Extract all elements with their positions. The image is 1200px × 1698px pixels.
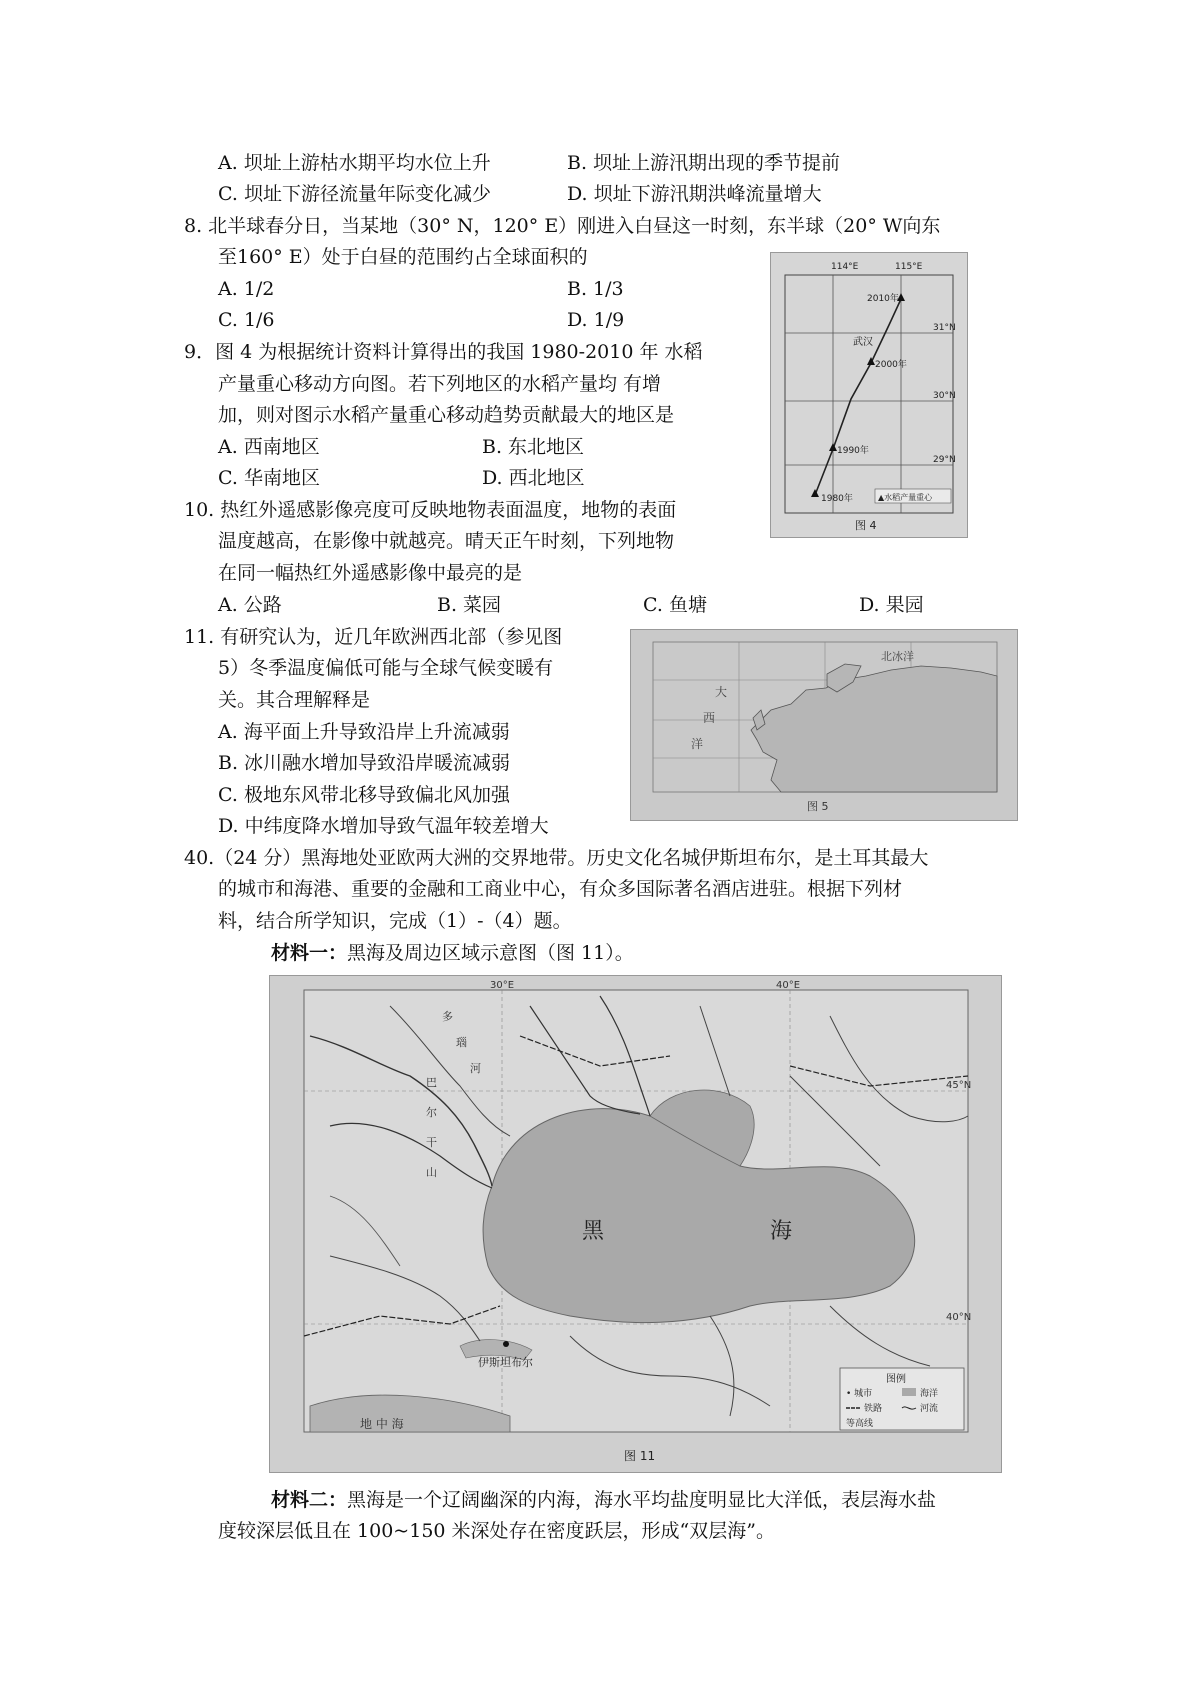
fig11-lat45-label: 45°N — [946, 1080, 972, 1091]
fig11-sea-label-2: 海 — [770, 1219, 793, 1244]
fig11-mtn-4: 山 — [426, 1166, 437, 1179]
fig5-arctic-label: 北冰洋 — [881, 650, 914, 663]
q40-stem-line3: 料，结合所学知识，完成（1）-（4）题。 — [218, 910, 572, 932]
q7-option-c: C. 坝址下游径流量年际变化减少 — [218, 183, 491, 205]
fig4-caption: 图 4 — [855, 519, 877, 532]
material-2-label: 材料二： — [271, 1489, 348, 1511]
material-1-label: 材料一： — [271, 942, 348, 964]
fig11-legend-sea: 海洋 — [920, 1389, 939, 1399]
q9-option-d: D. 西北地区 — [482, 467, 585, 489]
fig11-lon30-label: 30°E — [490, 980, 515, 991]
q10-option-d: D. 果园 — [859, 594, 924, 616]
q10-stem-line1: 10. 热红外遥感影像亮度可反映地物表面温度，地物的表面 — [184, 499, 677, 521]
q7-option-b: B. 坝址上游汛期出现的季节提前 — [567, 152, 841, 174]
fig11-mtn-3: 干 — [426, 1136, 437, 1149]
q7-option-a: A. 坝址上游枯水期平均水位上升 — [218, 152, 491, 174]
fig11-legend-river: 河流 — [920, 1404, 939, 1414]
material-1-text: 黑海及周边区域示意图（图 11）。 — [347, 942, 634, 964]
q10-stem-line2: 温度越高，在影像中就越亮。晴天正午时刻，下列地物 — [218, 530, 675, 552]
fig11-river-1: 多 — [442, 1010, 453, 1023]
fig11-lat40-label: 40°N — [946, 1312, 972, 1323]
figure-5-europe-map — [630, 629, 1018, 821]
fig11-mtn-2: 尔 — [426, 1106, 437, 1119]
q9-option-a: A. 西南地区 — [218, 436, 320, 458]
fig4-lat29-label: 29°N — [933, 455, 956, 465]
fig11-caption: 图 11 — [624, 1449, 656, 1463]
q10-option-b: B. 菜园 — [437, 594, 502, 616]
q9-stem-line1: 9．图 4 为根据统计资料计算得出的我国 1980-2010 年 水稻 — [184, 341, 703, 363]
q10-stem-line3: 在同一幅热红外遥感影像中最亮的是 — [218, 562, 523, 584]
fig11-river-2: 瑙 — [456, 1036, 467, 1049]
fig11-mtn-1: 巴 — [426, 1076, 437, 1089]
fig4-legend: ▲水稻产量重心 — [878, 493, 933, 502]
fig11-legend-rail: 铁路 — [864, 1404, 883, 1414]
fig11-legend-city: • 城市 — [846, 1389, 873, 1399]
q11-stem-line1: 11. 有研究认为，近几年欧洲西北部（参见图 — [184, 626, 563, 648]
q7-option-d: D. 坝址下游汛期洪峰流量增大 — [567, 183, 822, 205]
fig5-caption: 图 5 — [807, 800, 829, 813]
fig4-year-1990: 1990年 — [837, 446, 869, 456]
q9-option-b: B. 东北地区 — [482, 436, 585, 458]
fig4-lat30-label: 30°N — [933, 391, 956, 401]
fig4-lat31-label: 31°N — [933, 323, 956, 333]
q8-option-c: C. 1/6 — [218, 309, 275, 331]
q8-stem-line1: 8. 北半球春分日，当某地（30° N，120° E）刚进入白昼这一时刻，东半球（20° W向东 — [184, 215, 941, 237]
fig11-river-3: 河 — [470, 1062, 481, 1075]
fig11-lon40-label: 40°E — [776, 980, 801, 991]
material-2-line2: 度较深层低且在 100~150 米深处存在密度跃层，形成“双层海”。 — [218, 1520, 775, 1542]
fig11-sea-label-1: 黑 — [582, 1219, 605, 1244]
fig5-atlantic-1: 大 — [715, 685, 728, 699]
q40-stem-line2: 的城市和海港、重要的金融和工商业中心，有众多国际著名酒店进驻。根据下列材 — [218, 878, 903, 900]
fig11-legend-contour: 等高线 — [846, 1419, 874, 1429]
material-1 — [271, 940, 634, 966]
q8-option-a: A. 1/2 — [218, 278, 275, 300]
fig5-atlantic-2: 西 — [703, 711, 716, 725]
fig5-atlantic-3: 洋 — [691, 737, 704, 751]
fig11-city-label: 伊斯坦布尔 — [478, 1356, 533, 1369]
fig4-year-2010: 2010年 — [867, 294, 899, 304]
q8-option-d: D. 1/9 — [567, 309, 625, 331]
q11-stem-line2: 5）冬季温度偏低可能与全球气候变暖有 — [218, 657, 554, 679]
q40-stem-line1: 40.（24 分）黑海地处亚欧两大洲的交界地带。历史文化名城伊斯坦布尔，是土耳其最大 — [184, 847, 929, 869]
q11-option-c: C. 极地东风带北移导致偏北风加强 — [218, 784, 510, 806]
q8-stem-line2: 至160° E）处于白昼的范围约占全球面积的 — [218, 246, 588, 268]
q11-option-d: D. 中纬度降水增加导致气温年较差增大 — [218, 815, 549, 837]
fig11-med-label: 地 中 海 — [360, 1417, 404, 1431]
q10-option-a: A. 公路 — [218, 594, 282, 616]
fig4-city-label: 武汉 — [853, 337, 873, 348]
material-2-text1: 黑海是一个辽阔幽深的内海，海水平均盐度明显比大洋低，表层海水盐 — [347, 1489, 937, 1511]
figure-4-rice-centroid-map — [770, 252, 968, 538]
q9-option-c: C. 华南地区 — [218, 467, 320, 489]
q11-option-a: A. 海平面上升导致沿岸上升流减弱 — [218, 721, 510, 743]
q9-stem-line2: 产量重心移动方向图。若下列地区的水稻产量均 有增 — [218, 373, 662, 395]
fig4-year-1980: 1980年 — [821, 494, 853, 504]
q10-option-c: C. 鱼塘 — [643, 594, 707, 616]
q9-stem-line3: 加，则对图示水稻产量重心移动趋势贡献最大的地区是 — [218, 404, 675, 426]
q11-stem-line3: 关。其合理解释是 — [218, 689, 371, 711]
q8-option-b: B. 1/3 — [567, 278, 624, 300]
q11-option-b: B. 冰川融水增加导致沿岸暖流减弱 — [218, 752, 511, 774]
fig4-lon1-label: 114°E — [831, 262, 859, 272]
fig4-lon2-label: 115°E — [895, 262, 923, 272]
figure-11-black-sea-map — [269, 975, 1002, 1473]
material-2-line1 — [271, 1487, 936, 1513]
fig11-legend-title: 图例 — [886, 1374, 906, 1385]
fig4-year-2000: 2000年 — [875, 360, 907, 370]
